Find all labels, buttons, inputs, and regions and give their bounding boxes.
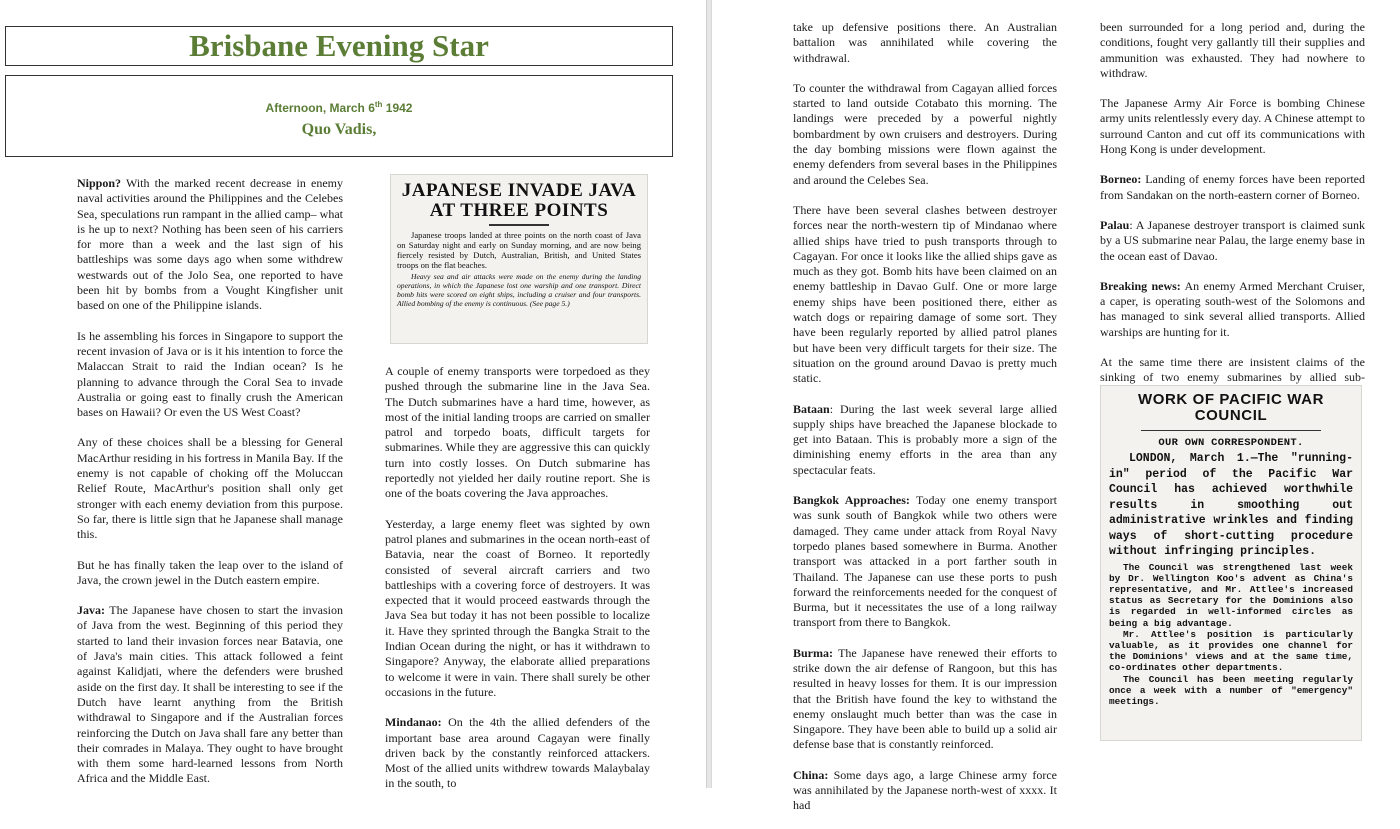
paragraph-lead: Bataan — [793, 401, 830, 416]
newspaper-clipping-java — [390, 174, 648, 344]
paragraph-lead: Bangkok Approaches: — [793, 493, 910, 508]
subhead-box — [5, 75, 673, 157]
clipping-body: Mr. Attlee's position is particularly valuable, as it provides one channel for the Dominions' views and at the same time, co-ordinates other departments. — [1109, 628, 1353, 674]
clipping-rule — [489, 224, 549, 226]
issue-date — [6, 100, 672, 115]
paragraph — [793, 81, 1057, 188]
article-column-2 — [385, 364, 650, 807]
clipping-byline: OUR OWN CORRESPONDENT. — [1158, 437, 1304, 449]
paragraph — [793, 768, 1057, 814]
paragraph-text: The Japanese Army Air Force is bombing Chinese army units relentlessly every day. A Chinese attempt to surround Canton and cut off its communications with Hong Kong is under development. — [1100, 96, 1365, 157]
paragraph — [1100, 96, 1365, 157]
paragraph-lead: China: — [793, 767, 829, 782]
paragraph — [1100, 20, 1365, 81]
paragraph — [385, 364, 650, 502]
paragraph-text: On the 4th the allied defenders of the important base area around Cagayan were finally driven back by the constantly reinforced attackers. Most of the allied units withdrew towards Malaybalay in the south, to — [385, 715, 650, 791]
paragraph-text: Today one enemy transport was sunk south of Bangkok while two others were damaged. They came under attack from Royal Navy torpedo planes based somewhere in Burma. Another transport was attacked in a port farther south in Thailand. The Japanese can use these ports to push forward the reinforcements needed for the conquest of Burma, but it necessitates the use of a long railway transport from there to Bangkok. — [793, 493, 1057, 630]
paragraph-text: : During the last week several large allied supply ships have breached the Japanese blockade to get into Bataan. This is probably more a sign of the diminishing enemy efforts in the area than any spectacular feats. — [793, 401, 1057, 477]
right-page — [712, 0, 1400, 813]
paragraph — [77, 603, 343, 787]
newspaper-clipping-council — [1100, 385, 1362, 741]
paragraph — [793, 20, 1057, 66]
clipping-lead: LONDON, March 1.—The "running-in" period of the Pacific War Council has achieved worthwhile results in smoothing out administrative wrinkles and finding ways of short-cutting procedure without infringing principles. — [1109, 452, 1353, 558]
paragraph-lead: Burma: — [793, 645, 833, 660]
paragraph-text: An enemy Armed Merchant Cruiser, a caper, is operating south-west of the Solomons and has managed to sink several allied transports. Allied warships are hunting for it. — [1100, 278, 1365, 339]
paragraph-text: But he has finally taken the leap over to the island of Java, the crown jewel in the Dutch eastern empire. — [77, 557, 343, 587]
paragraph-text: To counter the withdrawal from Cagayan allied forces started to land outside Cotabato this morning. The landings were preceded by a powerful nightly bombardment by own cruisers and destroyers. During the day bombing missions were flown against the enemy defenders from several bases in the Philippines and around the Celebes Sea. — [793, 80, 1057, 187]
paragraph-text: Is he assembling his forces in Singapore to support the recent invasion of Java or is it his intention to force the Malaccan Strait to raid the Indian ocean? Is he planning to advance through the Coral Sea to invade Australia or going east to finally crush the American bases on Hawaii? Or even the US West Coast? — [77, 328, 343, 420]
paragraph — [385, 517, 650, 701]
clipping-body: Japanese troops landed at three points on the north coast of Java on Saturday night and early on Sunday morning, and are now being fiercely resisted by Dutch, Australian, British, and United States troops on the flat beaches. — [397, 230, 641, 270]
paragraph-lead: Breaking news: — [1100, 278, 1181, 293]
paragraph-lead: Java: — [77, 603, 105, 618]
date-prefix: Afternoon, March 6 — [265, 101, 375, 115]
paragraph — [793, 493, 1057, 631]
paragraph-lead: Nippon? — [77, 176, 122, 190]
paragraph — [793, 646, 1057, 753]
clipping-headline: JAPANESE INVADE JAVA AT THREE POINTS — [401, 180, 637, 221]
paragraph-text: take up defensive positions there. An Australian battalion was annihilated while covering the withdrawal. — [793, 20, 1057, 65]
paragraph-text: There have been several clashes between destroyer forces near the north-western tip of Mindanao where allied ships have tried to push transports through to Cagayan. For once it looks like the allied ships gave as much as they got. Bomb hits have been claimed on an enemy battleship in Davao Gulf. One or more large enemy ships have been positioned there, either as watch dogs or repairing damage of some sort. They have been regularly reported by allied patrol planes but have been very difficult targets for their size. The situation on the ground around Davao is pretty much static. — [793, 202, 1057, 386]
paragraph — [77, 329, 343, 421]
paragraph-text: : A Japanese destroyer transport is claimed sunk by a US submarine near Palau, the large enemy base in the ocean east of Davao. — [1100, 217, 1365, 263]
paragraph — [1100, 279, 1365, 340]
clipping-rule — [1141, 430, 1321, 431]
paragraph — [1100, 172, 1365, 203]
paragraph — [385, 715, 650, 791]
paragraph-lead: Borneo: — [1100, 172, 1142, 187]
paragraph-text: Yesterday, a large enemy fleet was sighted by own patrol planes and submarines in the ocean north-east of Batavia, near the coast of Borneo. It reportedly consisted of several aircraft carriers and two battleships with a covering force of destroyers. It was expected that it would proceed eastwards through the Java Sea but today it has not been possible to localize it. Have they sprinted through the Bangka Strait to the Indian Ocean during the night, or has it withdrawn to Singapore? Anyway, the elaborate allied preparations to welcome it were in vain. There shall surely be other occasions in the future. — [385, 516, 650, 699]
date-suffix: 1942 — [382, 101, 413, 115]
paragraph-lead: Mindanao: — [385, 715, 442, 730]
paragraph — [77, 435, 343, 542]
paragraph — [77, 558, 343, 589]
paragraph — [77, 176, 343, 314]
clipping-body: Heavy sea and air attacks were made on the enemy during the landing operations, in which the Japanese lost one warship and one transport. Direct bomb hits were scored on eight ships, including a cruiser and four transports. Allied bombing of the enemy is continuous. (See page 5.) — [397, 272, 641, 308]
paragraph-text: A couple of enemy transports were torpedoed as they pushed through the submarine line in the Java Sea. The Dutch submarines have a hard time, however, as most of the initial landing troops are carried on smaller patrol and torpedo boats, difficult targets for submarines. While they are aggressive this can quickly turn into costly losses. On Dutch submarine has reportedly not yielded her daily routine report. She is one of the boats covering the Java approaches. — [385, 364, 650, 501]
article-column-1 — [77, 176, 343, 802]
article-column-3 — [793, 20, 1057, 829]
paragraph-text: At the same time there are insistent claims of the sinking of two enemy submarines by allied sub- — [1100, 355, 1365, 385]
paragraph-lead: Palau — [1100, 217, 1130, 232]
clipping-body: The Council has been meeting regularly once a week with a number of "emergency" meetings. — [1109, 673, 1353, 707]
paragraph — [793, 402, 1057, 478]
paragraph-text: Landing of enemy forces have been reported from Sandakan on the north-eastern corner of Borneo. — [1100, 172, 1365, 202]
article-column-4 — [1100, 20, 1365, 416]
newspaper-title: Brisbane Evening Star — [189, 28, 489, 63]
paragraph-text: The Japanese have renewed their efforts to strike down the air defense of Rangoon, but this has resulted in heavy losses for them. It is our impression that the British have found the key to withstand the enemy onslaught much better than was the case in Singapore. They have been able to build up a solid air defense base that is constantly reinforced. — [793, 645, 1057, 752]
clipping-headline: WORK OF PACIFIC WAR COUNCIL — [1137, 391, 1325, 424]
clipping-body: The Council was strengthened last week by Dr. Wellington Koo's advent as China's representative, and Mr. Attlee's increased status as Secretary for the Dominions also is regarded in well-informed circles as being a big advantage. — [1109, 561, 1353, 629]
paragraph-text: Any of these choices shall be a blessing for General MacArthur residing in his fortress in Manila Bay. If the enemy is not capable of choking off the Moluccan Relief Route, MacArthur's position shall only get stronger with each enemy deviation from this purpose. So far, there is little sign that he Japanese shall manage this. — [77, 435, 343, 542]
motto: Quo Vadis, — [301, 121, 377, 138]
paragraph-text: been surrounded for a long period and, during the conditions, fought very gallantly till their supplies and ammunition was exhausted. They had nowhere to withdraw. — [1100, 20, 1365, 80]
paragraph-text: Some days ago, a large Chinese army force was annihilated by the Japanese north-west of xxxx. It had — [793, 767, 1057, 813]
masthead — [5, 26, 673, 66]
date-sup: th — [374, 100, 383, 109]
paragraph — [793, 203, 1057, 387]
paragraph-text: The Japanese have chosen to start the invasion of Java from the west. Beginning of this period they started to land their invasion forces near Batavia, one of Java's main cities. This attack followed a feint against Kalidjati, where the defenders were brushed aside on the first day. It shall be interesting to see if the Dutch have learnt anything from the British withdrawal to Singapore and if the Australian forces reinforcing the Dutch on Java shall fare any better than their comrades in Malaya. They ought to have brought with them some hard-learned lessons from North Africa and the Middle East. — [77, 603, 343, 786]
paragraph-text: With the marked recent decrease in enemy naval activities around the Philippines and the Celebes Sea, speculations run rampant in the allied camp– what is he up to next? Nothing has been seen of his carriers for more than a week and the last sign of his battleships was some days ago when some withdrew westwards out of the Jolo Sea, one reported to have been hit by bombs from a Vought Kingfisher unit based on one of the Philippine islands. — [77, 176, 343, 313]
left-page — [0, 0, 706, 791]
paragraph — [1100, 218, 1365, 264]
